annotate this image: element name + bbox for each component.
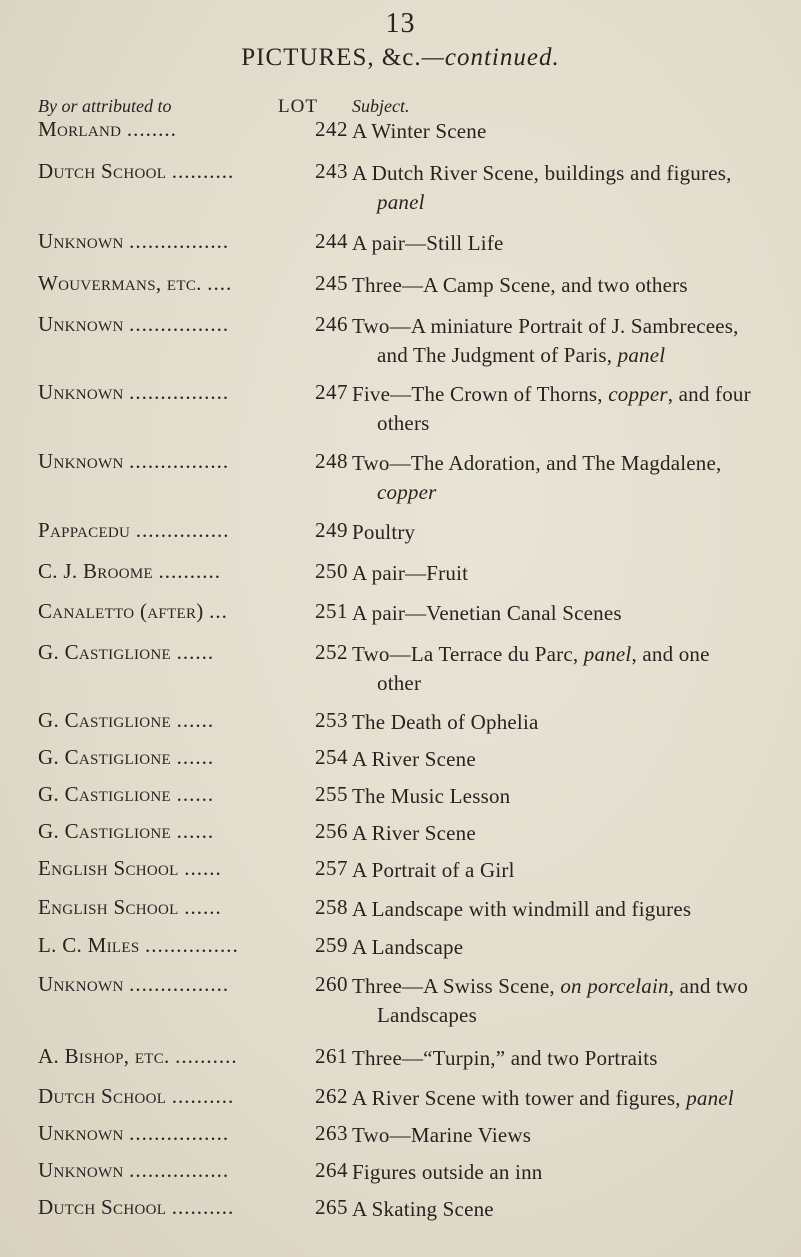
section-title — [0, 44, 801, 72]
section-title-continued: —continued. — [421, 44, 560, 71]
entry-subject: Five—The Crown of Thorns, copper, and four others — [352, 380, 772, 438]
entry-artist: Dutch School .......... — [38, 159, 235, 183]
column-header-subject: Subject. — [352, 96, 410, 116]
entry-lot-number: 247 — [315, 380, 348, 404]
entry-artist: Wouvermans, etc. .... — [38, 271, 233, 295]
entry-lot-number: 254 — [315, 745, 348, 769]
entry-subject-continued: other — [377, 671, 422, 695]
entry-subject: A pair—Fruit — [352, 561, 469, 585]
entry-artist: C. J. Broome .......... — [38, 559, 222, 583]
entry-artist: Canaletto (after) ... — [38, 599, 228, 623]
page-number: 13 — [385, 8, 416, 39]
entry-lot-number: 242 — [315, 117, 348, 141]
entry-artist: Morland ........ — [38, 117, 177, 141]
entry-artist: Unknown ................ — [38, 229, 230, 253]
entry-lot-number: 253 — [315, 708, 348, 732]
entry-lot-number: 255 — [315, 782, 348, 806]
entry-subject: Two—Marine Views — [352, 1123, 532, 1147]
entry-artist: G. Castiglione ...... — [38, 640, 215, 664]
entry-artist: Unknown ................ — [38, 1158, 230, 1182]
entry-lot-number: 264 — [315, 1158, 348, 1182]
entry-artist: L. C. Miles ............... — [38, 933, 239, 957]
entry-lot-number: 243 — [315, 159, 348, 183]
entry-artist: G. Castiglione ...... — [38, 708, 215, 732]
entry-artist: Dutch School .......... — [38, 1084, 235, 1108]
entry-subject: Two—La Terrace du Parc, panel, and one other — [352, 640, 772, 698]
entry-lot-number: 262 — [315, 1084, 348, 1108]
entry-lot-number: 265 — [315, 1195, 348, 1219]
entry-subject: Three—A Camp Scene, and two others — [352, 273, 688, 297]
entry-subject: Three—A Swiss Scene, on porcelain, and two Landscapes — [352, 972, 772, 1030]
entry-artist: Unknown ................ — [38, 380, 230, 404]
entry-subject: A Dutch River Scene, buildings and figures, panel — [352, 161, 732, 214]
entry-artist: Pappacedu ............... — [38, 518, 230, 542]
entry-subject: A Portrait of a Girl — [352, 858, 515, 882]
entry-subject: Two—The Adoration, and The Magdalene, copper — [352, 449, 772, 507]
entry-lot-number: 250 — [315, 559, 348, 583]
entry-subject: A pair—Venetian Canal Scenes — [352, 601, 622, 625]
entry-subject: A Winter Scene — [352, 119, 487, 143]
entry-subject: Poultry — [352, 520, 416, 544]
section-title-main: PICTURES, &c. — [241, 44, 422, 71]
entry-subject-continued: copper — [377, 480, 437, 504]
entry-subject: Three—“Turpin,” and two Portraits — [352, 1046, 658, 1070]
entry-lot-number: 249 — [315, 518, 348, 542]
entry-artist: English School ...... — [38, 856, 222, 880]
entry-subject: A Skating Scene — [352, 1197, 494, 1221]
entry-artist: Unknown ................ — [38, 312, 230, 336]
entry-subject: A River Scene — [352, 821, 476, 845]
entry-lot-number: 251 — [315, 599, 348, 623]
entry-subject: Two—A miniature Portrait of J. Sambrecees, and The Judgment of Paris, panel — [352, 312, 772, 370]
entry-artist: Unknown ................ — [38, 972, 230, 996]
column-header-artist: By or attributed to — [38, 96, 172, 116]
entry-artist: G. Castiglione ...... — [38, 745, 215, 769]
entry-artist: Unknown ................ — [38, 1121, 230, 1145]
entry-lot-number: 252 — [315, 640, 348, 664]
entry-lot-number: 263 — [315, 1121, 348, 1145]
entry-lot-number: 244 — [315, 229, 348, 253]
entry-subject: A Landscape — [352, 935, 464, 959]
entry-subject: The Death of Ophelia — [352, 710, 539, 734]
entry-lot-number: 246 — [315, 312, 348, 336]
entry-subject: A pair—Still Life — [352, 231, 504, 255]
entry-lot-number: 245 — [315, 271, 348, 295]
entry-subject-continued: and The Judgment of Paris, panel — [377, 343, 666, 367]
entry-subject-continued: Landscapes — [377, 1003, 477, 1027]
entry-subject-continued: others — [377, 411, 430, 435]
column-header-lot: LOT — [278, 96, 318, 117]
entry-subject: The Music Lesson — [352, 784, 511, 808]
entry-lot-number: 261 — [315, 1044, 348, 1068]
entry-lot-number: 259 — [315, 933, 348, 957]
entry-lot-number: 248 — [315, 449, 348, 473]
entry-lot-number: 257 — [315, 856, 348, 880]
entry-subject: Figures outside an inn — [352, 1160, 543, 1184]
entry-artist: G. Castiglione ...... — [38, 782, 215, 806]
entry-subject: A Landscape with windmill and figures — [352, 897, 692, 921]
entry-artist: English School ...... — [38, 895, 222, 919]
entry-artist: Unknown ................ — [38, 449, 230, 473]
entry-artist: A. Bishop, etc. .......... — [38, 1044, 238, 1068]
entry-subject: A River Scene — [352, 747, 476, 771]
entry-lot-number: 256 — [315, 819, 348, 843]
entry-artist: G. Castiglione ...... — [38, 819, 215, 843]
entry-subject: A River Scene with tower and figures, panel — [352, 1086, 734, 1110]
entry-lot-number: 258 — [315, 895, 348, 919]
entry-lot-number: 260 — [315, 972, 348, 996]
entry-artist: Dutch School .......... — [38, 1195, 235, 1219]
